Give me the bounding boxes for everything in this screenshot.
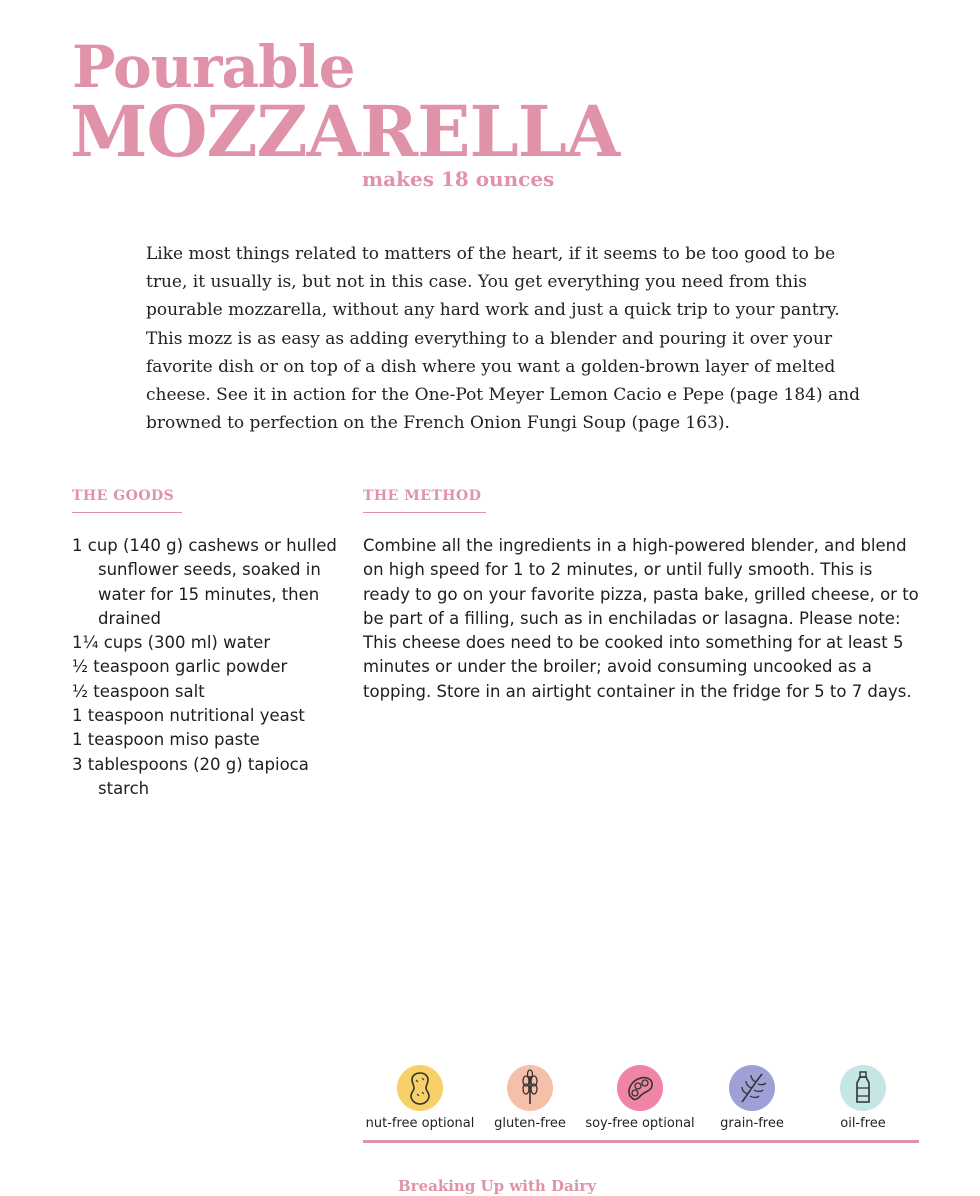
- badge-circle: [728, 1064, 776, 1112]
- badge-label: nut-free optional: [365, 1116, 475, 1131]
- method-text: Combine all the ingredients in a high-powered blender, and blend on high speed for 1 to 2 minutes, or until fully smooth. This is ready to go on your favorite pizza, pasta bake, grilled cheese, or to be part of a filling, such as in enchiladas or lasagna. Please note: This cheese does need to be cooked into something for at least 5 minutes or under the broiler; avoid consuming uncooked as a topping. Store in an airtight container in the fridge for 5 to 7 days.: [363, 536, 919, 701]
- wheat-icon: [506, 1064, 554, 1112]
- badge-circle: [506, 1064, 554, 1112]
- goods-heading: THE GOODS: [72, 486, 182, 513]
- ingredient-item: ½ teaspoon garlic powder: [72, 657, 288, 677]
- ingredient-list: [72, 534, 342, 801]
- badge-circle: [396, 1064, 444, 1112]
- badge-circle: [616, 1064, 664, 1112]
- soybean-icon: [616, 1064, 664, 1112]
- badge-soy-free: [580, 1060, 700, 1134]
- recipe-title-line-1: Pourable: [72, 33, 355, 101]
- recipe-intro: Like most things related to matters of the heart, if it seems to be too good to be true, it usually is, but not in this case. You get everything you need from this pourable mozzarella, without any hard work and just a quick trip to your pantry. This mozz is as easy as adding everything to a blender and pouring it over your favorite dish or on top of a dish where you want a golden-brown layer of melted cheese. See it in action for the One-Pot Meyer Lemon Cacio e Pepe (page 184) and browned to perfection on the French Onion Fungi Soup (page 163).: [146, 244, 860, 434]
- badge-gluten-free: [470, 1060, 590, 1134]
- badge-grain-free: [692, 1060, 812, 1134]
- ingredient-item: 1¼ cups (300 ml) water: [72, 633, 271, 653]
- ingredient-item: 1 teaspoon nutritional yeast: [72, 706, 305, 726]
- grain-stalk-icon: [728, 1064, 776, 1112]
- badge-nut-free: [360, 1060, 480, 1134]
- ingredient-item: 1 cup (140 g) cashews or hulled sunflower seeds, soaked in water for 15 minutes, then drained: [72, 536, 337, 628]
- badge-circle: [839, 1064, 887, 1112]
- method-heading: THE METHOD: [363, 486, 486, 513]
- badge-label: soy-free optional: [585, 1116, 695, 1131]
- badge-oil-free: [803, 1060, 923, 1134]
- book-title-footer: Breaking Up with Dairy: [398, 1177, 597, 1195]
- peanut-icon: [396, 1064, 444, 1112]
- badge-label: gluten-free: [494, 1116, 566, 1131]
- ingredient-item: 1 teaspoon miso paste: [72, 730, 260, 750]
- ingredient-item: 3 tablespoons (20 g) tapioca starch: [72, 754, 309, 798]
- recipe-yield: makes 18 ounces: [362, 167, 555, 191]
- badge-label: oil-free: [840, 1116, 886, 1131]
- ingredient-item: ½ teaspoon salt: [72, 681, 205, 701]
- recipe-title-line-2: MOZZARELLA: [70, 90, 620, 173]
- bottle-icon: [839, 1064, 887, 1112]
- dietary-badges: [363, 1060, 919, 1143]
- badge-label: grain-free: [720, 1116, 784, 1131]
